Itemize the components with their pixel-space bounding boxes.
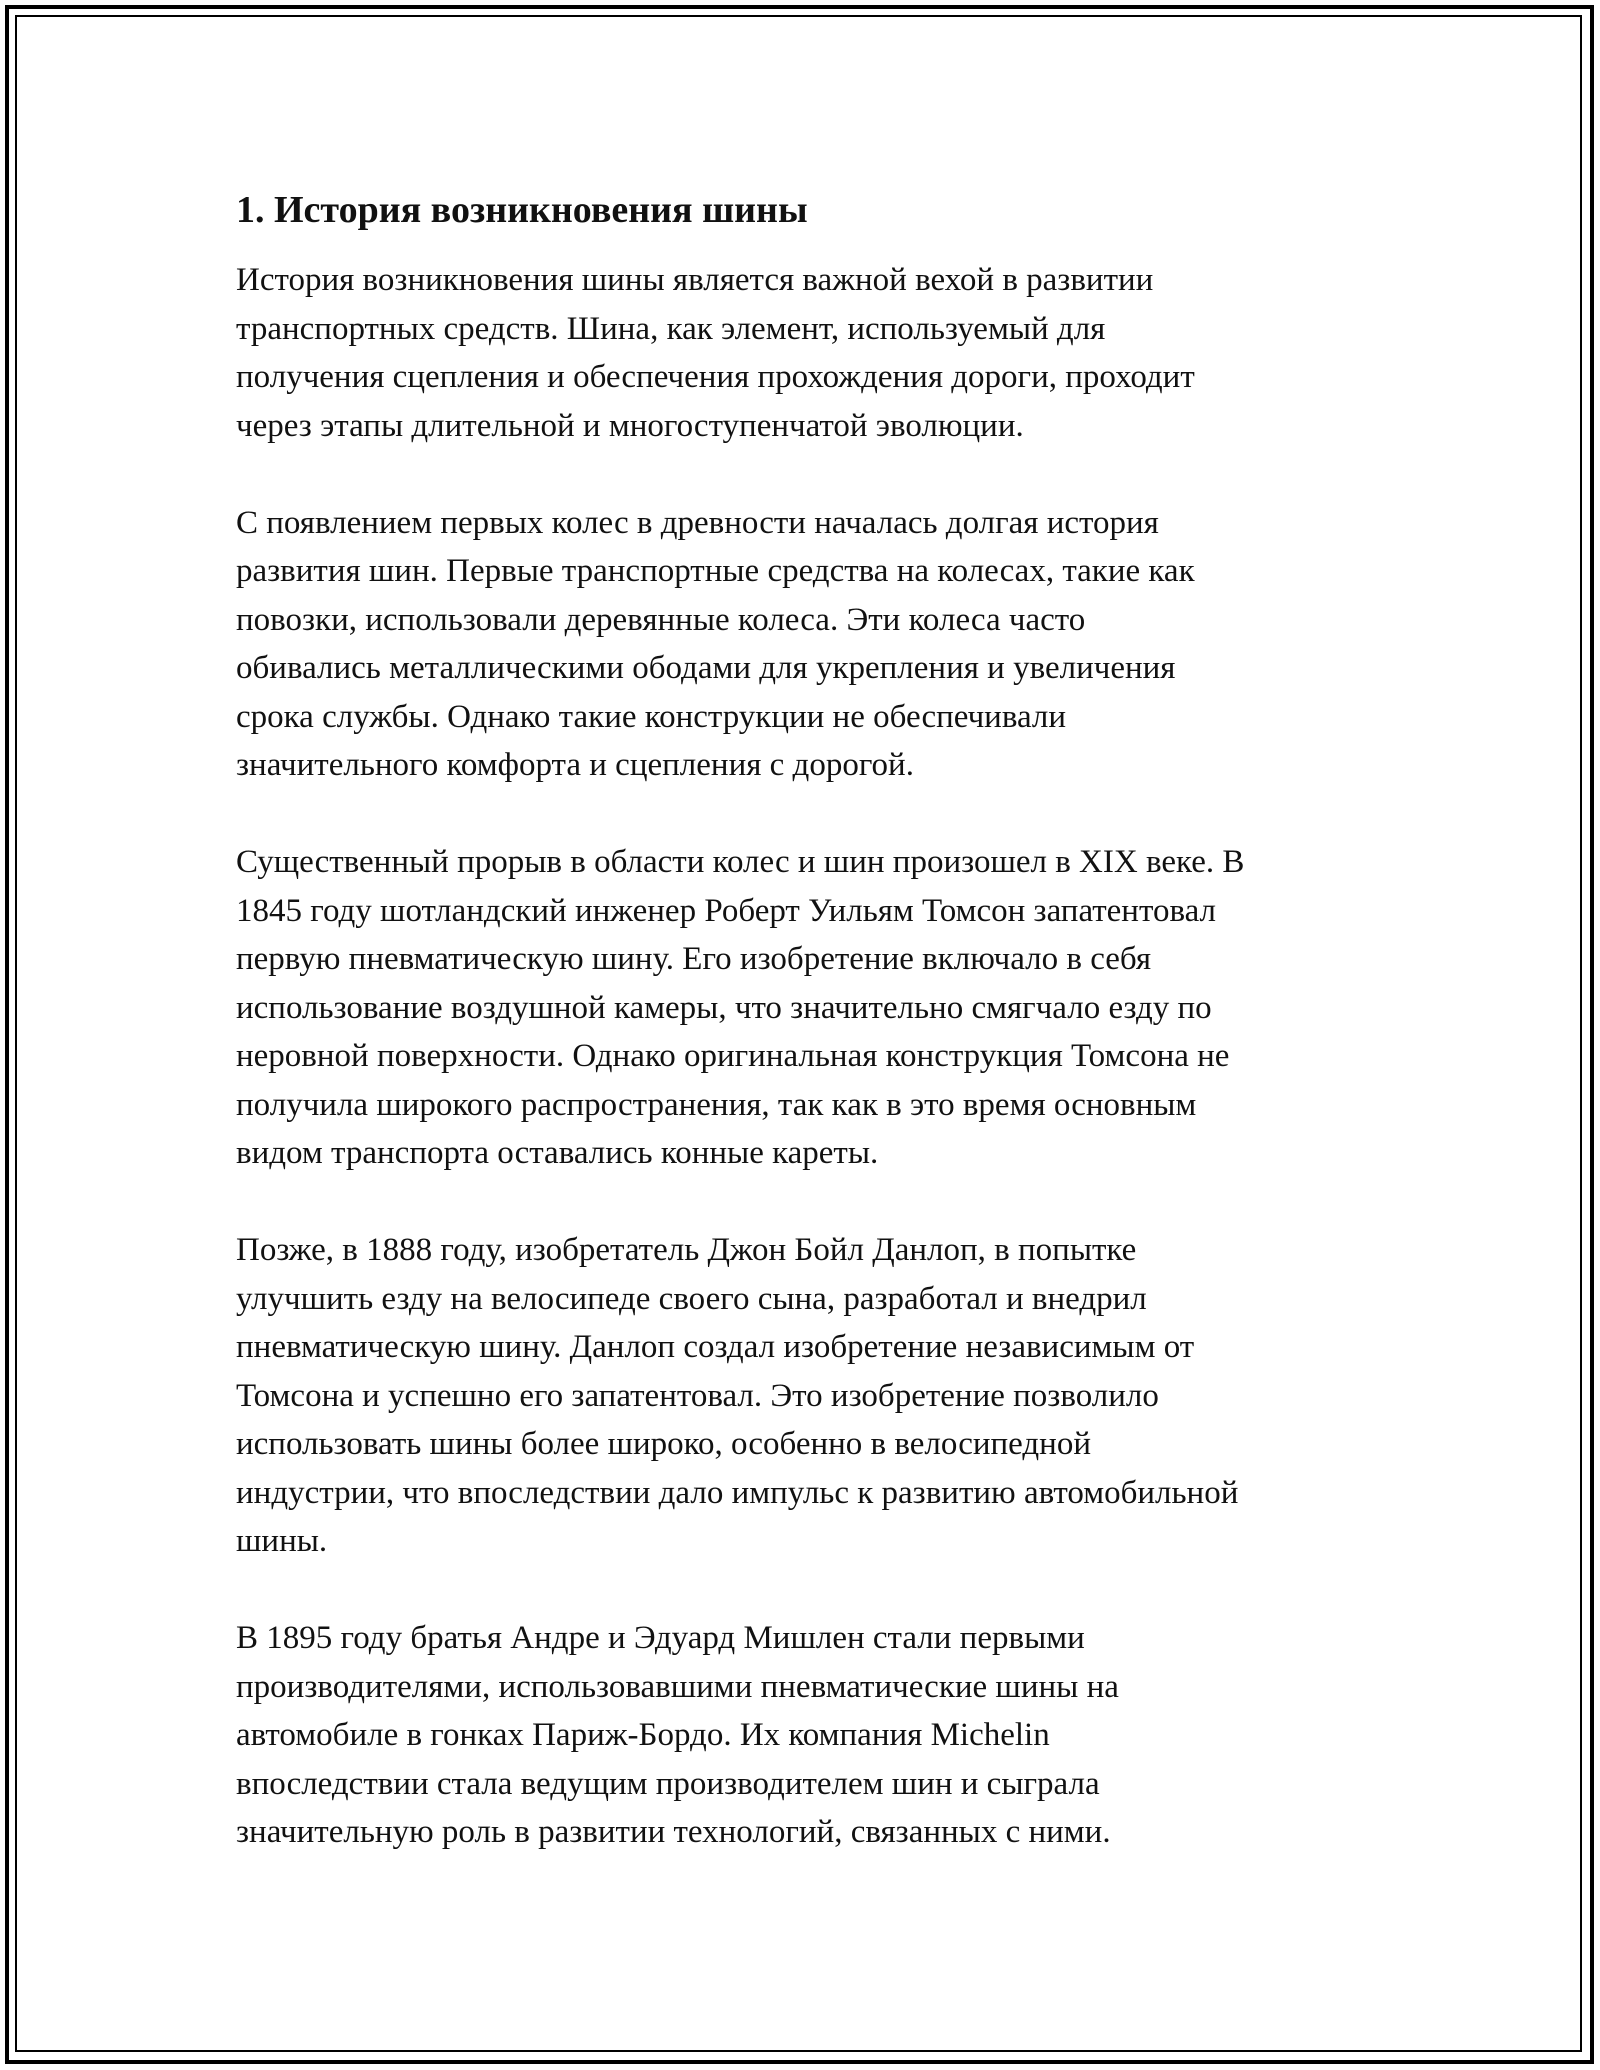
paragraph [236, 1614, 1366, 1857]
paragraph-line: В 1895 году братья Андре и Эдуард Мишлен стали первыми [236, 1620, 1085, 1656]
paragraph-line: получила широкого распространения, так как в это время основным [236, 1086, 1197, 1123]
paragraph-line: использовать шины более широко, особенно в велосипедной [236, 1426, 1091, 1462]
paragraph [236, 499, 1366, 790]
paragraph-line: значительную роль в развитии технологий, связанных с ними. [236, 1814, 1111, 1850]
paragraph-line: История возникновения шины является важной вехой в развитии [236, 262, 1154, 298]
paragraph-line: шины. [236, 1523, 328, 1559]
paragraph-line: видом транспорта оставались конные кареты. [236, 1135, 879, 1171]
paragraph-line: впоследствии стала ведущим производителем шин и сыграла [236, 1765, 1100, 1802]
section-heading: 1. История возникновения шины [236, 189, 808, 231]
document-body [236, 186, 1366, 1857]
paragraph-line: повозки, использовали деревянные колеса. Эти колеса часто [236, 601, 1086, 638]
paragraph [236, 838, 1366, 1178]
paragraph-line: Существенный прорыв в области колес и шин произошел в XIX веке. В [236, 844, 1245, 880]
paragraph-line: значительного комфорта и сцепления с дорогой. [236, 747, 914, 783]
paragraph-line: через этапы длительной и многоступенчатой эволюции. [236, 407, 1024, 444]
paragraph-line: 1845 году шотландский инженер Роберт Уильям Томсон запатентовал [236, 892, 1217, 929]
paragraph-line: производителями, использовавшими пневматические шины на [236, 1668, 1119, 1705]
paragraph-line: получения сцепления и обеспечения прохождения дороги, проходит [236, 359, 1195, 395]
paragraph-line: индустрии, что впоследствии дало импульс к развитию автомобильной [236, 1474, 1239, 1511]
paragraph-line: Томсона и успешно его запатентовал. Это изобретение позволило [236, 1377, 1159, 1414]
paragraph-line: автомобиле в гонках Париж-Бордо. Их компания Michelin [236, 1717, 1050, 1753]
paragraph-line: Позже, в 1888 году, изобретатель Джон Бойл Данлоп, в попытке [236, 1232, 1137, 1268]
paragraph-line: обивались металлическими ободами для укрепления и увеличения [236, 650, 1176, 686]
paragraph [236, 1226, 1366, 1566]
paragraph-line: С появлением первых колес в древности началась долгая история [236, 504, 1159, 541]
paragraph-line: транспортных средств. Шина, как элемент, используемый для [236, 310, 1106, 347]
paragraph-line: первую пневматическую шину. Его изобретение включало в себя [236, 941, 1152, 977]
paragraph-line: использование воздушной камеры, что значительно смягчало езду по [236, 989, 1212, 1026]
paragraph-line: неровной поверхности. Однако оригинальная конструкция Томсона не [236, 1038, 1230, 1074]
paragraph-container [236, 256, 1366, 1857]
paragraph-line: срока службы. Однако такие конструкции не обеспечивали [236, 698, 1067, 735]
paragraph-line: развития шин. Первые транспортные средства на колесах, такие как [236, 553, 1195, 589]
paragraph-line: улучшить езду на велосипеде своего сына, разработал и внедрил [236, 1280, 1147, 1317]
paragraph [236, 256, 1366, 450]
paragraph-line: пневматическую шину. Данлоп создал изобретение независимым от [236, 1329, 1195, 1365]
